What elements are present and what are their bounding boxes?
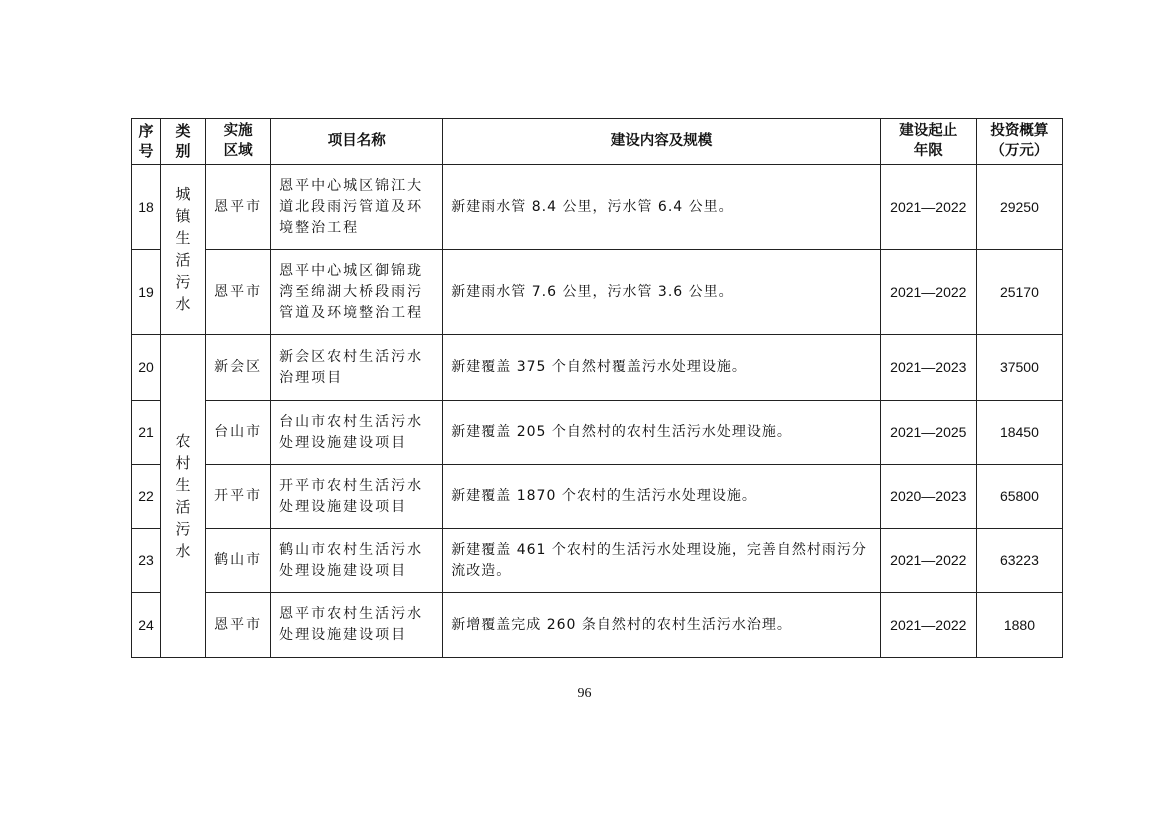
row-content: 新建覆盖 205 个自然村的农村生活污水处理设施。 [443,401,880,465]
row-invest: 25170 [976,250,1062,335]
row-project-name: 恩平中心城区御锦珑湾至绵湖大桥段雨污管道及环境整治工程 [271,250,443,335]
row-invest: 37500 [976,335,1062,401]
row-seq: 20 [132,335,161,401]
category-rural-cell: 农村生活污水 [161,335,206,658]
row-period: 2021—2022 [880,250,976,335]
row-invest: 63223 [976,529,1062,593]
row-area: 恩平市 [206,593,271,658]
header-period: 建设起止年限 [880,119,976,165]
row-invest: 29250 [976,165,1062,250]
row-project-name: 新会区农村生活污水治理项目 [271,335,443,401]
row-invest: 1880 [976,593,1062,658]
table-header-row [132,119,1063,165]
row-content: 新建雨水管 7.6 公里，污水管 3.6 公里。 [443,250,880,335]
row-project-name: 恩平中心城区锦江大道北段雨污管道及环境整治工程 [271,165,443,250]
row-seq: 18 [132,165,161,250]
row-seq: 22 [132,465,161,529]
row-area: 鹤山市 [206,529,271,593]
row-content: 新增覆盖完成 260 条自然村的农村生活污水治理。 [443,593,880,658]
row-project-name: 台山市农村生活污水处理设施建设项目 [271,401,443,465]
table-row [132,465,1063,529]
header-seq: 序号 [132,119,161,165]
table-row [132,401,1063,465]
row-period: 2021—2022 [880,529,976,593]
row-seq: 23 [132,529,161,593]
category-urban-cell: 城镇生活污水 [161,165,206,335]
row-period: 2021—2023 [880,335,976,401]
project-table [131,118,1063,658]
row-area: 新会区 [206,335,271,401]
table-row [132,593,1063,658]
row-period: 2021—2025 [880,401,976,465]
table-row [132,250,1063,335]
row-project-name: 鹤山市农村生活污水处理设施建设项目 [271,529,443,593]
header-category: 类别 [161,119,206,165]
row-invest: 65800 [976,465,1062,529]
row-area: 恩平市 [206,165,271,250]
row-project-name: 恩平市农村生活污水处理设施建设项目 [271,593,443,658]
row-content: 新建覆盖 461 个农村的生活污水处理设施，完善自然村雨污分流改造。 [443,529,880,593]
row-area: 恩平市 [206,250,271,335]
header-content: 建设内容及规模 [443,119,880,165]
row-area: 台山市 [206,401,271,465]
row-content: 新建覆盖 375 个自然村覆盖污水处理设施。 [443,335,880,401]
row-period: 2021—2022 [880,165,976,250]
header-name: 项目名称 [271,119,443,165]
row-project-name: 开平市农村生活污水处理设施建设项目 [271,465,443,529]
header-invest: 投资概算（万元） [976,119,1062,165]
row-content: 新建雨水管 8.4 公里，污水管 6.4 公里。 [443,165,880,250]
table-row [132,165,1063,250]
row-period: 2021—2022 [880,593,976,658]
row-area: 开平市 [206,465,271,529]
table-row [132,529,1063,593]
header-area: 实施区域 [206,119,271,165]
row-content: 新建覆盖 1870 个农村的生活污水处理设施。 [443,465,880,529]
row-seq: 21 [132,401,161,465]
row-seq: 24 [132,593,161,658]
row-invest: 18450 [976,401,1062,465]
row-period: 2020—2023 [880,465,976,529]
page-number: 96 [577,686,592,701]
row-seq: 19 [132,250,161,335]
table-row [132,335,1063,401]
